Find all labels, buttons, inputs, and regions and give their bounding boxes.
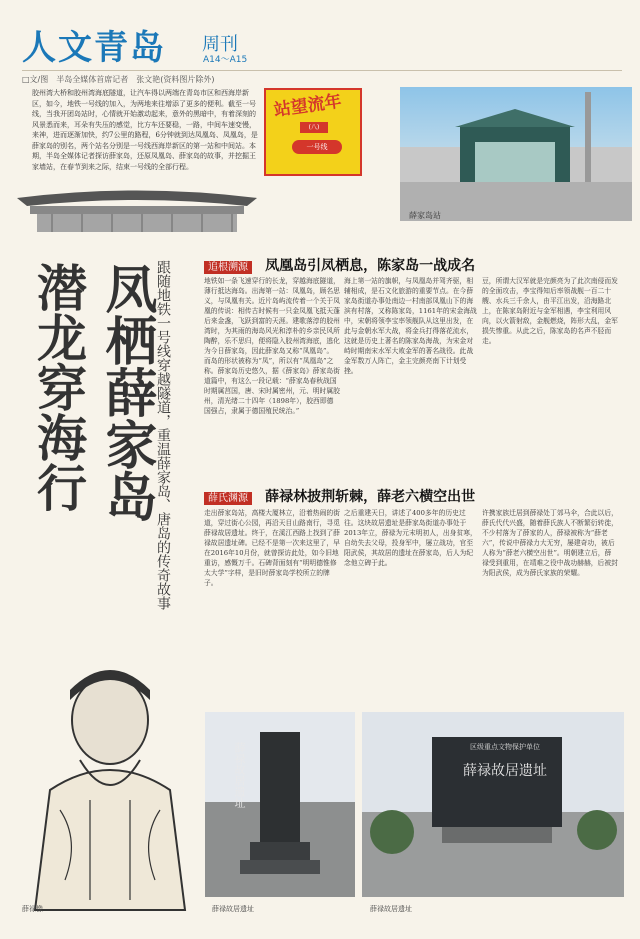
site-photo-2 [362, 712, 624, 897]
section1-label: 追根溯源 [204, 261, 252, 274]
line-tag: 一号线 [292, 140, 342, 154]
section1-headline: 凤凰岛引凤栖息，陈家岛一战成名 [265, 258, 476, 274]
stele1-text: 薛禄故居遗址 [233, 742, 246, 808]
badge-title: 站望流年 [272, 91, 343, 121]
stele2-top: 区级重点文物保护单位 [470, 743, 540, 751]
site-photo-1 [205, 712, 355, 897]
section2-label: 薛氏渊源 [204, 492, 252, 505]
section1-col2: 海上第一站的旗帜，与凤凰岛并驾齐驱，相辅相成，是石文化旅游的重要节点。在今薛家岛街道办事处南边一村南部凤凰山下的海滨有村落，又称陈家岛，1161年的宋金海战中，宋朝将领李宝率领舰队从这里出发，在此与金朝水军大战，将金兵打得落花流水，这就是历史上著名的陈家岛海战，为宋金对峙时期南宋水军大败金军的著名战役。此战金军数万人阵亡，金主完颜亮南下计划受挫。 [344, 277, 477, 375]
masthead-rule [22, 70, 622, 71]
title-left: 潜龙穿海行 [29, 262, 88, 512]
stele2-main: 薛禄故居遗址 [463, 763, 547, 779]
section1-col3: 豆，所谓大汉军就是完颜亮为了此次南侵而发的全面攻击，李宝得知后率领战舰一百二十艘、水兵三千余人，由平江出发，沿海路北上，在陈家岛附近与金军相遇，李宝利用风向，以火箭射敌，金舰燃烧，阵形大乱，金军损失惨重。从此之后，陈家岛的名声不胫而走。 [482, 277, 618, 345]
section1-header [204, 255, 475, 275]
lead-paragraph: 胶州湾大桥和胶州湾海底隧道，让汽车得以两端在青岛市区和西海岸新区，如今，地铁一号线的加入，为两地来往增添了更多的便利。截至一号线，当我开团岛站时，心情就开始激动起来，意外的黑暗中，有着深刻的风景悉而来，耳朵有失压的感觉，比方车还要稳，一路，中间车速变慢，来神，进而逐渐加快，约7公里的路程，6分钟就到达凤凰岛、凤凰岛，是薛家岛的别名，两个站名分别是一号线西海岸新区的第一站和中间站。本期，半岛全媒体记者探访薛家岛，还原凤凰岛、薛家岛的故事，并挖掘王家墙站，在春节到来之际，结束一号线的全部行程。 [32, 89, 258, 171]
section2-col1: 走出薛家岛站，高楼大厦林立，沿着热闹的街道，穿过街心公园，再沿天目山路南行，寻觅薛禄故居遗址。终于，在溪江西路上找到了薛禄故居遗址碑。已经不是第一次来这里了，早在2016年10月份，就曾探访此处，如今旧地重访，感慨万千。石碑背面刻有“明明德惟修太大学”字样，是旧时薛家岛学校所立的牌子。 [204, 509, 340, 587]
section2-col3: 许携家族迁居到薛禄处丁郊马伞，合此以后，薛氏代代兴盛，随着薛氏族人不断繁衍转徙，不少村落为了薛家的人，薛禄被称为“薛老六”，传说中薛禄力大无穷，屡建奇功，被后人称为“薛老六横空出世”。明朝建立后，薛禄受到重用，在靖难之役中战功赫赫，后被封为阳武侯，成为薛氏家族的荣耀。 [482, 509, 618, 577]
station-photo [400, 87, 632, 221]
portrait-caption: 薛禄像 [22, 905, 43, 913]
station-caption: 薛家岛站 [409, 211, 441, 220]
section2-header [204, 486, 475, 506]
section2-headline: 薛禄林披荆斩棘，薛老六横空出世 [265, 489, 476, 505]
badge-issue: (八) [300, 122, 328, 133]
site2-caption: 薛禄故居遗址 [370, 905, 412, 913]
portrait-illustration [20, 640, 200, 920]
section1-col1: 地铁如一条飞速穿行的长龙，穿越海底隧道，薄行抵达海岛。出海第一站：凤凰岛，顾名思义，与凤凰有关。近片岛屿流传着一个关于凤凰的传说：相传古时候有一只金凤凰飞抵天蓬后来金盏，飞跃到富的天涯。建歌落淳的胶州湾时，为其雨的海岛风光和淳朴的乡亲民风所陶醉，乐不思归，便将隐入胶州湾海底，逃化为今日薛家岛，因此薛家岛又称“凤凰岛”。而岛的形状被称为“凤”，所以有“凤凰岛”之称。薛家岛历史悠久，据《薛家岛》薛家岛街道篇中，有这么一段记载：“薛家岛春秋战国时期属莒国，唐、宋时属密州，元、明时属胶州，清光绪二十四年（1898年），胶西即德国强占，隶属于德国殖民统治。” [204, 277, 340, 415]
page-range: A14～A15 [203, 55, 248, 65]
roof-illustration [12, 178, 262, 238]
weekly-label: 周刊 [202, 34, 238, 55]
section2-col2: 之后重建天日，讲述了400多年的历史过往。这块故居遗址是薛家岛街道办事处于2013年立，薛禄为元末明初人，出身贫寒，自幼失去父母，投身军中，屡立战功，官至阳武侯，其故居的遗址在薛家岛，后人为纪念他立碑于此。 [344, 509, 477, 567]
byline: □文/图 半岛全媒体首席记者 张文艳(资料图片除外) [22, 75, 215, 84]
brand-title: 人文青岛 [22, 28, 166, 68]
subtitle: 跟随地铁一号线穿越隧道，重温薛家岛、唐岛的传奇故事 [155, 260, 171, 610]
site1-caption: 薛禄故居遗址 [212, 905, 254, 913]
title-right: 凤栖薛家岛 [96, 262, 157, 522]
